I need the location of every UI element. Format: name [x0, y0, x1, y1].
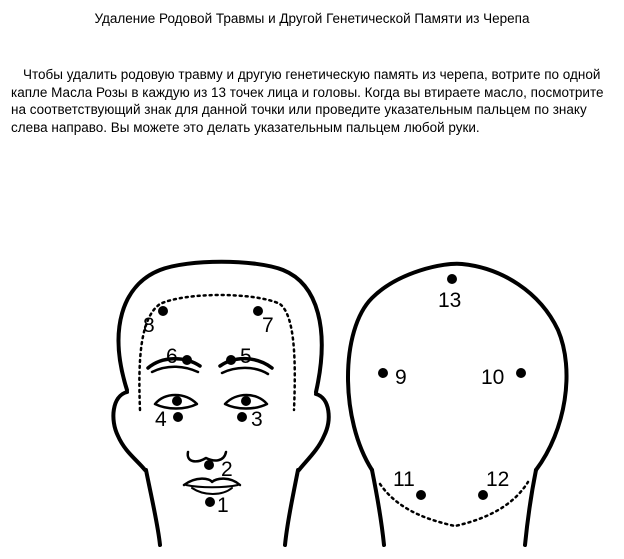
- back-neck-left: [372, 470, 384, 545]
- label-10: 10: [481, 366, 505, 389]
- label-8: 8: [143, 314, 155, 337]
- back-neck-right: [525, 470, 536, 545]
- label-12: 12: [486, 468, 510, 491]
- point-1: [205, 497, 215, 507]
- point-6: [182, 355, 192, 365]
- lip-line: [186, 485, 238, 487]
- right-ear: [299, 394, 329, 470]
- point-8: [158, 306, 168, 316]
- neck-left: [146, 470, 160, 545]
- label-7: 7: [262, 314, 274, 337]
- point-11: [416, 490, 426, 500]
- label-9: 9: [395, 366, 407, 389]
- label-4: 4: [155, 408, 167, 431]
- instruction-text: Чтобы удалить родовую травму и другую генетическую память из черепа, вотрите по одной капле Масла Розы в каждую из 13 точек лица и головы. Когда вы втираете масло, посмотрите на соответствующий знак для данной точки или проведите указательным пальцем по знаку слева направо. Вы можете это делать указательным пальцем любой руки.: [11, 67, 604, 135]
- point-13: [447, 274, 457, 284]
- point-4: [173, 412, 183, 422]
- label-5: 5: [240, 345, 252, 368]
- document-title: Удаление Родовой Травмы и Другой Генетической Памяти из Черепа: [94, 11, 530, 26]
- point-3: [237, 412, 247, 422]
- neck-right: [285, 470, 298, 545]
- label-11: 11: [393, 468, 415, 491]
- right-eyebrow-lower: [222, 368, 268, 374]
- label-13: 13: [438, 289, 462, 312]
- label-3: 3: [251, 408, 263, 431]
- point-10: [516, 368, 526, 378]
- point-9: [378, 368, 388, 378]
- right-iris: [241, 396, 251, 406]
- label-1: 1: [217, 494, 229, 517]
- points: [158, 274, 526, 507]
- label-6: 6: [166, 345, 178, 368]
- point-2: [204, 460, 214, 470]
- point-12: [478, 490, 488, 500]
- point-5: [226, 355, 236, 365]
- left-iris: [172, 396, 182, 406]
- label-2: 2: [221, 458, 233, 481]
